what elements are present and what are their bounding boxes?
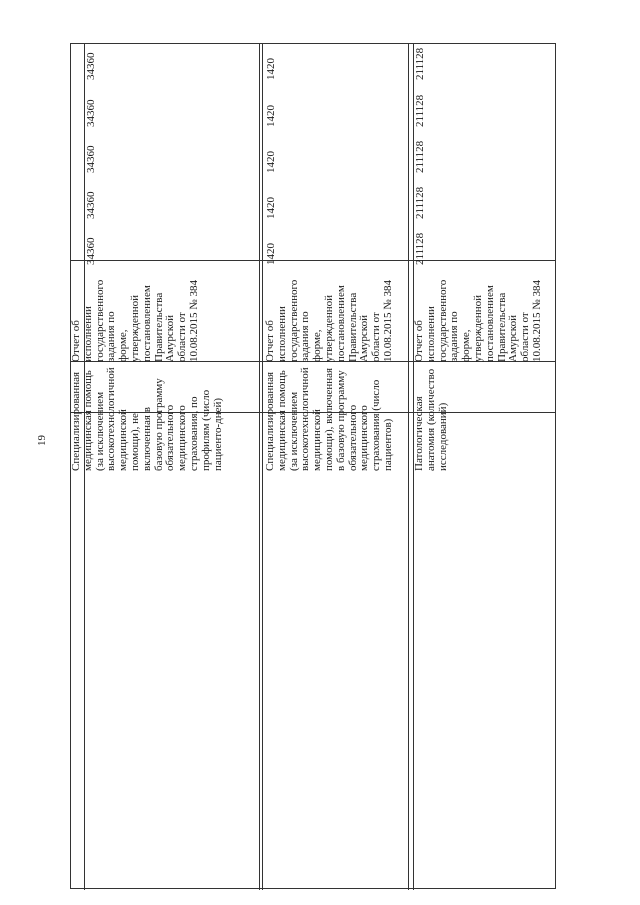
row-3-source: Отчет об исполнении государственного задания по форме, утвержденной постановлением Правительства Амурской области от 10.08.2015 № 384 [413, 279, 543, 362]
row-2-name: Специализированная медицинская помощь (за исключением высокотехнологичной медицинской помощи), включенная в базовую программу обязательного медицинского страхования (число пациентов) [264, 367, 394, 471]
page-number: 19 [36, 435, 48, 446]
row-2-value-1: 1420 [265, 243, 277, 265]
column-divider [259, 44, 260, 890]
row-2-value-5: 1420 [265, 58, 277, 80]
row-1-value-4: 34360 [85, 99, 97, 127]
row-1-value-2: 34360 [85, 191, 97, 219]
row-divider [71, 260, 555, 261]
row-3-value-3: 211128 [414, 140, 426, 173]
row-2-value-3: 1420 [265, 151, 277, 173]
row-2-value-2: 1420 [265, 197, 277, 219]
row-1-source: Отчет об исполнении государственного задания по форме, утвержденной постановлением Правительства Амурской области от 10.08.2015 № 384 [70, 279, 200, 362]
row-3-value-1: 211128 [414, 232, 426, 265]
row-3-value-4: 211128 [414, 94, 426, 127]
row-3-value-2: 211128 [414, 186, 426, 219]
row-1-value-1: 34360 [85, 237, 97, 265]
row-1-value-5: 34360 [85, 52, 97, 80]
column-divider [408, 44, 409, 890]
indicator-table [70, 43, 556, 889]
row-1-name: Специализированная медицинская помощь (за исключением высокотехнологичной медицинской помощи), не включенная в базовую программу обязательного медицинского страхования, по профилям (число пациенто-дней) [70, 367, 224, 471]
row-3-value-5: 211128 [414, 47, 426, 80]
row-2-source: Отчет об исполнении государственного задания по форме, утвержденной постановлением Правительства Амурской области от 10.08.2015 № 384 [264, 279, 394, 362]
row-1-value-3: 34360 [85, 145, 97, 173]
column-divider [262, 44, 263, 890]
row-2-value-4: 1420 [265, 105, 277, 127]
row-3-name: Патологическая анатомия (количество исследований) [413, 368, 449, 471]
